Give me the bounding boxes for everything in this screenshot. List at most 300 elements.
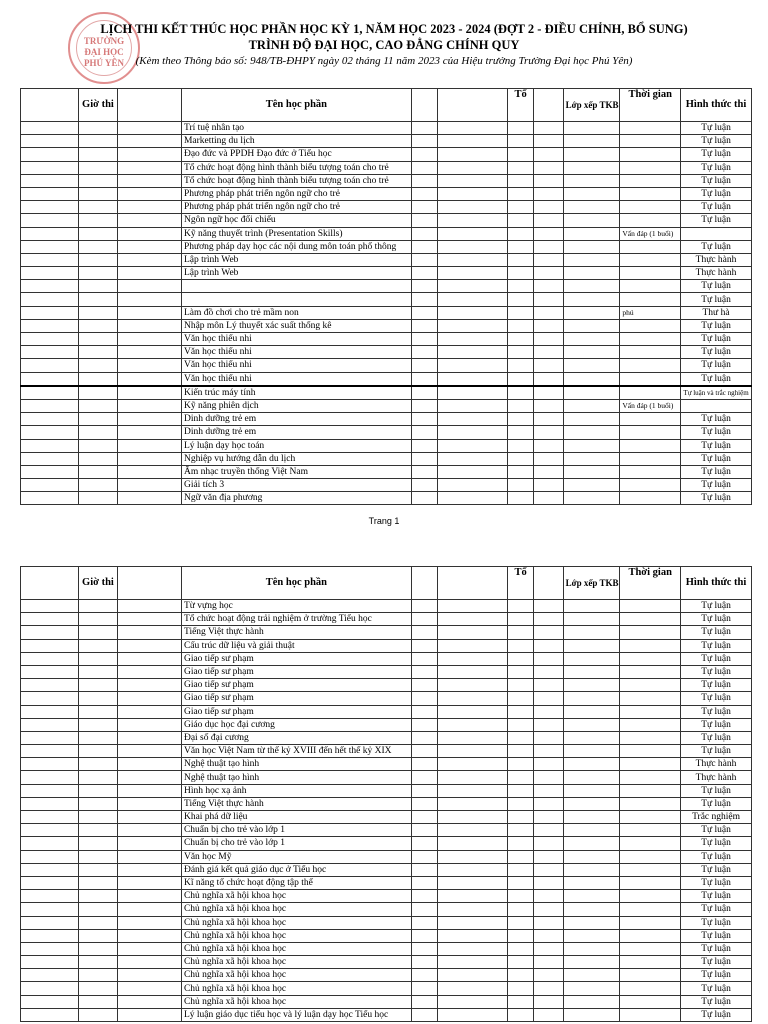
cell-code xyxy=(118,439,182,452)
cell-count xyxy=(534,626,563,639)
cell-date xyxy=(21,626,79,639)
cell-spare xyxy=(438,227,508,240)
table-row xyxy=(21,1008,752,1021)
cell-group xyxy=(507,492,533,505)
cell-group xyxy=(507,956,533,969)
cell-time xyxy=(78,214,117,227)
cell-count xyxy=(534,201,563,214)
cell-duration xyxy=(620,995,681,1008)
table-row xyxy=(21,187,752,200)
cell-class xyxy=(563,982,620,995)
cell-group xyxy=(507,679,533,692)
cell-date xyxy=(21,148,79,161)
cell-form: Tự luận xyxy=(681,824,752,837)
cell-credits xyxy=(411,413,437,426)
cell-code xyxy=(118,982,182,995)
cell-credits xyxy=(411,797,437,810)
cell-group xyxy=(507,652,533,665)
cell-credits xyxy=(411,148,437,161)
cell-spare xyxy=(438,639,508,652)
cell-time xyxy=(78,372,117,386)
cell-form xyxy=(681,227,752,240)
table-row xyxy=(21,771,752,784)
cell-duration xyxy=(620,267,681,280)
cell-duration xyxy=(620,439,681,452)
cell-form: Tự luận xyxy=(681,705,752,718)
cell-time xyxy=(78,439,117,452)
cell-class xyxy=(563,253,620,266)
cell-spare xyxy=(438,797,508,810)
cell-form: Tự luận xyxy=(681,359,752,372)
cell-form: Tự luận xyxy=(681,876,752,889)
cell-class xyxy=(563,692,620,705)
cell-date xyxy=(21,479,79,492)
cell-course: Dinh dưỡng trẻ em xyxy=(181,426,411,439)
cell-count xyxy=(534,346,563,359)
header-cell-duration: Thời gian xyxy=(620,567,681,600)
cell-spare xyxy=(438,187,508,200)
cell-duration xyxy=(620,372,681,386)
cell-count xyxy=(534,837,563,850)
cell-credits xyxy=(411,745,437,758)
cell-group xyxy=(507,214,533,227)
cell-time xyxy=(78,956,117,969)
cell-duration xyxy=(620,174,681,187)
cell-date xyxy=(21,1008,79,1021)
cell-time xyxy=(78,982,117,995)
cell-class xyxy=(563,452,620,465)
cell-count xyxy=(534,122,563,135)
cell-group xyxy=(507,600,533,613)
table-row xyxy=(21,267,752,280)
cell-credits xyxy=(411,705,437,718)
cell-date xyxy=(21,452,79,465)
table-row xyxy=(21,280,752,293)
cell-class xyxy=(563,399,620,412)
cell-code xyxy=(118,731,182,744)
cell-credits xyxy=(411,267,437,280)
cell-credits xyxy=(411,824,437,837)
cell-date xyxy=(21,293,79,306)
cell-course xyxy=(181,293,411,306)
cell-group xyxy=(507,201,533,214)
cell-duration xyxy=(620,386,681,400)
cell-duration xyxy=(620,253,681,266)
cell-spare xyxy=(438,174,508,187)
cell-time xyxy=(78,797,117,810)
table-row xyxy=(21,639,752,652)
cell-code xyxy=(118,705,182,718)
cell-time xyxy=(78,969,117,982)
cell-form: Tự luận xyxy=(681,240,752,253)
cell-class xyxy=(563,626,620,639)
cell-group xyxy=(507,811,533,824)
table-row xyxy=(21,253,752,266)
cell-duration xyxy=(620,916,681,929)
cell-time xyxy=(78,293,117,306)
cell-code xyxy=(118,995,182,1008)
cell-class xyxy=(563,333,620,346)
cell-spare xyxy=(438,600,508,613)
cell-date xyxy=(21,201,79,214)
cell-count xyxy=(534,161,563,174)
cell-course: Chuẩn bị cho trẻ vào lớp 1 xyxy=(181,824,411,837)
table-row xyxy=(21,890,752,903)
cell-group xyxy=(507,613,533,626)
cell-class xyxy=(563,784,620,797)
cell-count xyxy=(534,745,563,758)
cell-spare xyxy=(438,942,508,955)
cell-course: Chủ nghĩa xã hội khoa học xyxy=(181,969,411,982)
cell-class xyxy=(563,372,620,386)
cell-form: Tự luận xyxy=(681,122,752,135)
cell-class xyxy=(563,679,620,692)
cell-time xyxy=(78,942,117,955)
table-row xyxy=(21,942,752,955)
cell-time xyxy=(78,995,117,1008)
cell-credits xyxy=(411,227,437,240)
cell-count xyxy=(534,227,563,240)
cell-group xyxy=(507,969,533,982)
cell-spare xyxy=(438,956,508,969)
cell-form: Tự luận xyxy=(681,413,752,426)
cell-credits xyxy=(411,639,437,652)
cell-spare xyxy=(438,452,508,465)
cell-credits xyxy=(411,319,437,332)
cell-date xyxy=(21,306,79,319)
cell-class xyxy=(563,863,620,876)
table-row xyxy=(21,837,752,850)
cell-spare xyxy=(438,665,508,678)
cell-group xyxy=(507,439,533,452)
cell-count xyxy=(534,479,563,492)
cell-duration: phú xyxy=(620,306,681,319)
cell-form: Tự luận xyxy=(681,187,752,200)
cell-credits xyxy=(411,122,437,135)
cell-class xyxy=(563,426,620,439)
table-row xyxy=(21,214,752,227)
cell-form: Tự luận xyxy=(681,426,752,439)
cell-code xyxy=(118,811,182,824)
cell-course: Marketting du lịch xyxy=(181,135,411,148)
cell-credits xyxy=(411,731,437,744)
cell-group xyxy=(507,122,533,135)
cell-class xyxy=(563,280,620,293)
cell-group xyxy=(507,903,533,916)
cell-count xyxy=(534,929,563,942)
cell-class xyxy=(563,293,620,306)
cell-time xyxy=(78,600,117,613)
table-row xyxy=(21,718,752,731)
cell-credits xyxy=(411,903,437,916)
cell-class xyxy=(563,1008,620,1021)
exam-schedule-table-page-1 xyxy=(20,88,752,505)
cell-class xyxy=(563,837,620,850)
cell-course: Phương pháp dạy học các nội dung môn toán phổ thông xyxy=(181,240,411,253)
cell-duration: Vấn đáp (1 buổi) xyxy=(620,227,681,240)
cell-time xyxy=(78,333,117,346)
cell-code xyxy=(118,148,182,161)
cell-duration xyxy=(620,479,681,492)
cell-duration xyxy=(620,850,681,863)
cell-form: Tự luận xyxy=(681,679,752,692)
header-cell-code xyxy=(118,89,182,122)
cell-date xyxy=(21,214,79,227)
cell-duration xyxy=(620,679,681,692)
cell-date xyxy=(21,439,79,452)
cell-duration xyxy=(620,333,681,346)
cell-class xyxy=(563,639,620,652)
cell-duration xyxy=(620,600,681,613)
cell-group xyxy=(507,413,533,426)
cell-class xyxy=(563,465,620,478)
cell-code xyxy=(118,187,182,200)
header-cell-course: Tên học phần xyxy=(181,567,411,600)
cell-spare xyxy=(438,890,508,903)
table-body-page-2 xyxy=(21,600,752,1022)
cell-date xyxy=(21,837,79,850)
cell-class xyxy=(563,824,620,837)
cell-course: Đánh giá kết quả giáo dục ở Tiểu học xyxy=(181,863,411,876)
cell-spare xyxy=(438,679,508,692)
header-cell-class: Lớp xếp TKB xyxy=(563,567,620,600)
cell-spare xyxy=(438,319,508,332)
cell-count xyxy=(534,665,563,678)
cell-code xyxy=(118,692,182,705)
cell-time xyxy=(78,465,117,478)
cell-group xyxy=(507,174,533,187)
table-row xyxy=(21,148,752,161)
cell-credits xyxy=(411,969,437,982)
cell-code xyxy=(118,413,182,426)
cell-code xyxy=(118,293,182,306)
cell-credits xyxy=(411,784,437,797)
cell-form: Tự luận xyxy=(681,929,752,942)
table-row xyxy=(21,784,752,797)
cell-course: Giao tiếp sư phạm xyxy=(181,652,411,665)
table-row xyxy=(21,600,752,613)
cell-form: Tự luận xyxy=(681,692,752,705)
cell-count xyxy=(534,863,563,876)
cell-code xyxy=(118,850,182,863)
cell-group xyxy=(507,333,533,346)
cell-form: Tự luận xyxy=(681,890,752,903)
table-row xyxy=(21,995,752,1008)
cell-count xyxy=(534,731,563,744)
cell-credits xyxy=(411,359,437,372)
cell-code xyxy=(118,333,182,346)
cell-class xyxy=(563,479,620,492)
cell-count xyxy=(534,613,563,626)
cell-course: Phương pháp phát triển ngôn ngữ cho trẻ xyxy=(181,201,411,214)
cell-spare xyxy=(438,837,508,850)
cell-time xyxy=(78,626,117,639)
cell-date xyxy=(21,982,79,995)
cell-time xyxy=(78,876,117,889)
cell-form: Trắc nghiệm xyxy=(681,811,752,824)
cell-date xyxy=(21,942,79,955)
cell-spare xyxy=(438,426,508,439)
cell-code xyxy=(118,359,182,372)
cell-credits xyxy=(411,995,437,1008)
cell-spare xyxy=(438,333,508,346)
cell-count xyxy=(534,876,563,889)
cell-course: Kỹ năng thuyết trình (Presentation Skills) xyxy=(181,227,411,240)
table-header-row xyxy=(21,567,752,600)
cell-date xyxy=(21,692,79,705)
cell-time xyxy=(78,346,117,359)
cell-class xyxy=(563,492,620,505)
cell-count xyxy=(534,386,563,400)
cell-code xyxy=(118,492,182,505)
cell-time xyxy=(78,916,117,929)
cell-code xyxy=(118,399,182,412)
cell-form: Tự luận xyxy=(681,731,752,744)
cell-code xyxy=(118,267,182,280)
cell-spare xyxy=(438,771,508,784)
cell-duration: Vấn đáp (1 buổi) xyxy=(620,399,681,412)
cell-form: Tự luận xyxy=(681,346,752,359)
cell-spare xyxy=(438,929,508,942)
cell-spare xyxy=(438,201,508,214)
cell-spare xyxy=(438,824,508,837)
cell-time xyxy=(78,679,117,692)
table-row xyxy=(21,665,752,678)
cell-group xyxy=(507,452,533,465)
cell-spare xyxy=(438,784,508,797)
cell-form: Tự luận xyxy=(681,995,752,1008)
cell-code xyxy=(118,135,182,148)
cell-course: Chủ nghĩa xã hội khoa học xyxy=(181,890,411,903)
cell-spare xyxy=(438,267,508,280)
cell-date xyxy=(21,890,79,903)
cell-class xyxy=(563,267,620,280)
cell-class xyxy=(563,135,620,148)
cell-time xyxy=(78,903,117,916)
table-row xyxy=(21,758,752,771)
cell-code xyxy=(118,863,182,876)
cell-credits xyxy=(411,333,437,346)
cell-date xyxy=(21,903,79,916)
table-row xyxy=(21,413,752,426)
cell-group xyxy=(507,942,533,955)
cell-group xyxy=(507,479,533,492)
cell-form: Thực hành xyxy=(681,253,752,266)
cell-time xyxy=(78,771,117,784)
cell-code xyxy=(118,161,182,174)
cell-course: Chủ nghĩa xã hội khoa học xyxy=(181,982,411,995)
cell-spare xyxy=(438,692,508,705)
cell-class xyxy=(563,122,620,135)
cell-group xyxy=(507,280,533,293)
table-row xyxy=(21,705,752,718)
cell-code xyxy=(118,386,182,400)
cell-spare xyxy=(438,372,508,386)
cell-course: Tổ chức hoạt động trải nghiệm ở trường Tiểu học xyxy=(181,613,411,626)
cell-count xyxy=(534,969,563,982)
cell-spare xyxy=(438,705,508,718)
cell-duration xyxy=(620,639,681,652)
cell-duration xyxy=(620,982,681,995)
cell-count xyxy=(534,718,563,731)
table-row xyxy=(21,161,752,174)
header-cell-code xyxy=(118,567,182,600)
cell-count xyxy=(534,413,563,426)
cell-group xyxy=(507,995,533,1008)
table-row xyxy=(21,916,752,929)
cell-date xyxy=(21,267,79,280)
cell-course: Lý luận giáo dục tiểu học và lý luận dạy học Tiểu học xyxy=(181,1008,411,1021)
cell-duration xyxy=(620,665,681,678)
cell-count xyxy=(534,890,563,903)
table-row xyxy=(21,876,752,889)
cell-class xyxy=(563,916,620,929)
cell-count xyxy=(534,187,563,200)
cell-credits xyxy=(411,253,437,266)
cell-spare xyxy=(438,465,508,478)
cell-group xyxy=(507,626,533,639)
cell-spare xyxy=(438,811,508,824)
cell-credits xyxy=(411,626,437,639)
cell-class xyxy=(563,161,620,174)
cell-duration xyxy=(620,771,681,784)
cell-duration xyxy=(620,359,681,372)
cell-class xyxy=(563,240,620,253)
cell-duration xyxy=(620,413,681,426)
cell-duration xyxy=(620,718,681,731)
cell-course: Cấu trúc dữ liệu và giải thuật xyxy=(181,639,411,652)
cell-duration xyxy=(620,784,681,797)
page-number: Trang 1 xyxy=(368,516,400,526)
cell-spare xyxy=(438,253,508,266)
cell-credits xyxy=(411,201,437,214)
cell-form: Tự luận xyxy=(681,1008,752,1021)
cell-spare xyxy=(438,293,508,306)
cell-spare xyxy=(438,1008,508,1021)
cell-duration xyxy=(620,613,681,626)
cell-count xyxy=(534,956,563,969)
cell-group xyxy=(507,399,533,412)
cell-class xyxy=(563,718,620,731)
cell-credits xyxy=(411,399,437,412)
cell-spare xyxy=(438,492,508,505)
cell-form: Tự luận xyxy=(681,797,752,810)
cell-spare xyxy=(438,731,508,744)
cell-code xyxy=(118,679,182,692)
cell-form: Tự luận xyxy=(681,863,752,876)
cell-course: Giải tích 3 xyxy=(181,479,411,492)
document-reference: (Kèm theo Thông báo số: 948/TB-ĐHPY ngày 02 tháng 11 năm 2023 của Hiệu trưởng Trường Đại học Phú Yên) xyxy=(135,55,633,67)
cell-date xyxy=(21,492,79,505)
table-row xyxy=(21,492,752,505)
cell-credits xyxy=(411,1008,437,1021)
cell-form xyxy=(681,399,752,412)
cell-date xyxy=(21,731,79,744)
cell-class xyxy=(563,214,620,227)
cell-course: Chuẩn bị cho trẻ vào lớp 1 xyxy=(181,837,411,850)
cell-count xyxy=(534,399,563,412)
document-header xyxy=(0,0,768,88)
cell-form: Thư hà xyxy=(681,306,752,319)
cell-time xyxy=(78,890,117,903)
cell-spare xyxy=(438,626,508,639)
cell-form: Tự luận xyxy=(681,333,752,346)
cell-form: Tự luận xyxy=(681,942,752,955)
cell-group xyxy=(507,797,533,810)
cell-class xyxy=(563,148,620,161)
header-cell-date xyxy=(21,567,79,600)
cell-date xyxy=(21,413,79,426)
